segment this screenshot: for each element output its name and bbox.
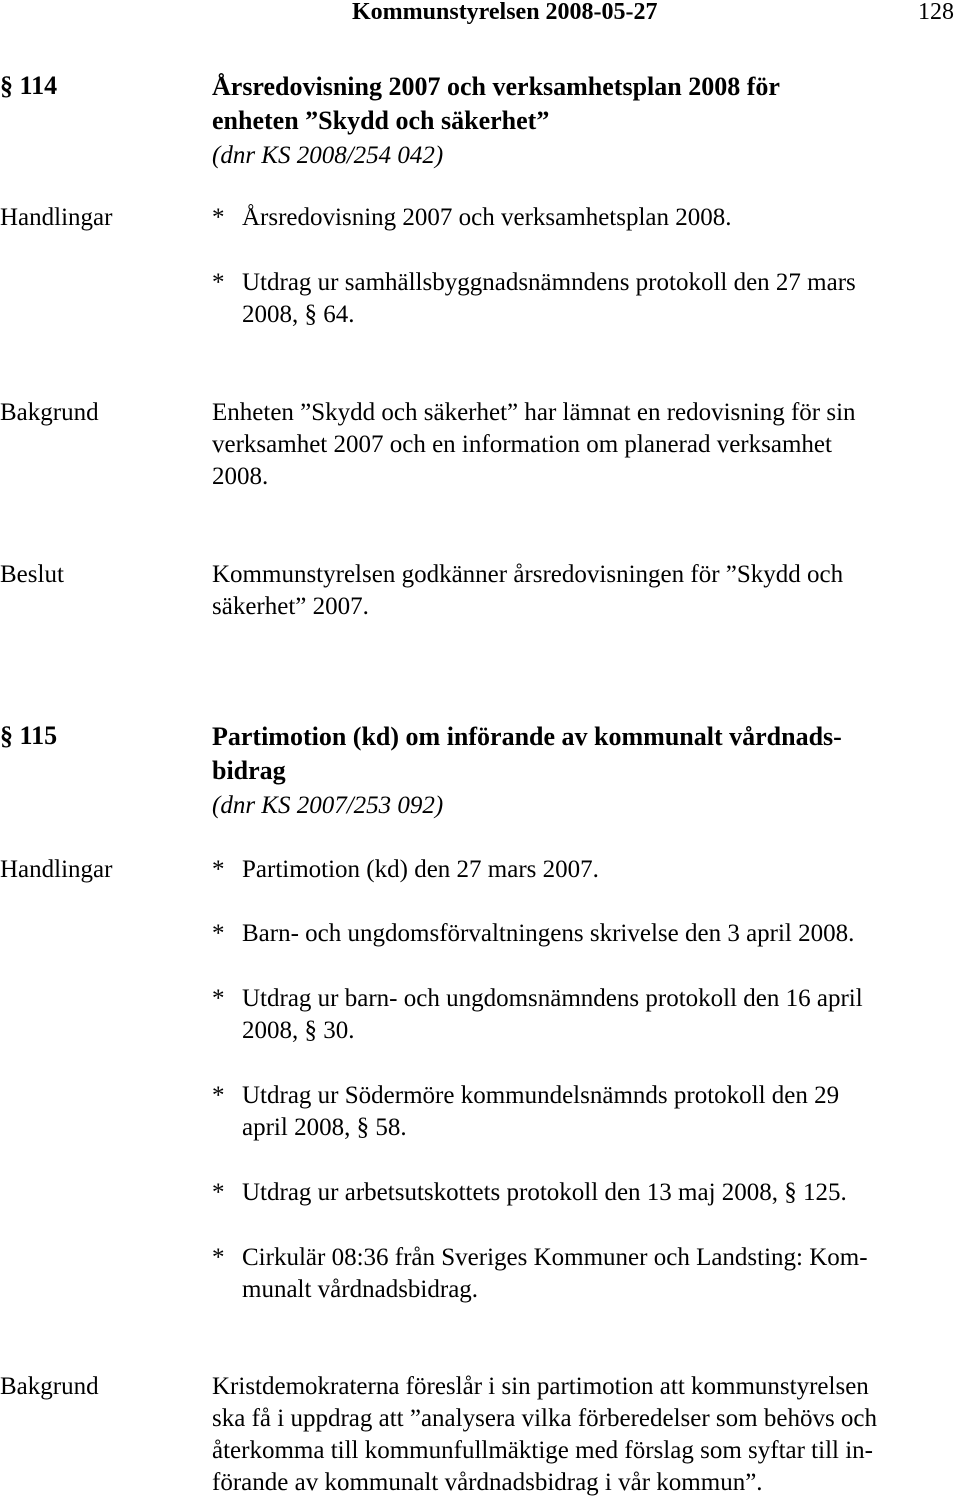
section-title-115 <box>212 720 952 788</box>
bullet: * <box>212 1244 225 1271</box>
list-item-line1: Barn- och ungdomsförvaltningens skrivelse den 3 april 2008. <box>242 920 855 947</box>
list-item-line1: Utdrag ur samhällsbyggnadsnämndens protokoll den 27 mars <box>242 269 856 296</box>
list-item-line2: 2008, § 64. <box>242 301 355 328</box>
paragraph-line: verksamhet 2007 och en information om planerad verksamhet <box>212 431 832 458</box>
bullet: * <box>212 1179 225 1206</box>
dnr-114: (dnr KS 2008/254 042) <box>212 142 444 169</box>
bullet: * <box>212 985 225 1012</box>
bullet: * <box>212 269 225 296</box>
list-item-line1: Cirkulär 08:36 från Sveriges Kommuner och Landsting: Kom- <box>242 1244 868 1271</box>
list-item-line1: Utdrag ur barn- och ungdomsnämndens protokoll den 16 april <box>242 985 863 1012</box>
paragraph-line: säkerhet” 2007. <box>212 593 369 620</box>
bakgrund-text-115 <box>212 1371 952 1499</box>
paragraph-line: Enheten ”Skydd och säkerhet” har lämnat en redovisning för sin <box>212 399 856 426</box>
section-title-114-line2: enheten ”Skydd och säkerhet” <box>212 106 550 135</box>
handlingar-label-115: Handlingar <box>0 856 113 883</box>
bakgrund-label-114: Bakgrund <box>0 399 99 426</box>
section-title-115-line2: bidrag <box>212 756 286 785</box>
paragraph-line: ska få i uppdrag att ”analysera vilka förberedelser som behövs och <box>212 1405 878 1432</box>
beslut-label-114: Beslut <box>0 561 64 588</box>
beslut-text-114 <box>212 559 952 623</box>
bakgrund-text-114 <box>212 397 952 493</box>
section-number-115: § 115 <box>0 721 58 750</box>
list-item-line2: munalt vårdnadsbidrag. <box>242 1276 479 1303</box>
paragraph-line: Kommunstyrelsen godkänner årsredovisningen för ”Skydd och <box>212 561 844 588</box>
bakgrund-label-115: Bakgrund <box>0 1373 99 1400</box>
section-title-114 <box>212 70 952 138</box>
list-item-line2: 2008, § 30. <box>242 1017 355 1044</box>
paragraph-line: förande av kommunalt vårdnadsbidrag i vår kommun”. <box>212 1469 763 1496</box>
list-item-line1: Utdrag ur Södermöre kommundelsnämnds protokoll den 29 <box>242 1082 840 1109</box>
list-item-line1: Utdrag ur arbetsutskottets protokoll den 13 maj 2008, § 125. <box>242 1179 847 1206</box>
bullet: * <box>212 1082 225 1109</box>
section-title-114-line1: Årsredovisning 2007 och verksamhetsplan 2008 för <box>212 72 780 101</box>
section-number-114: § 114 <box>0 71 58 100</box>
bullet: * <box>212 920 225 947</box>
section-title-115-line1: Partimotion (kd) om införande av kommunalt vårdnads- <box>212 722 842 751</box>
handlingar-label-114: Handlingar <box>0 204 113 231</box>
list-item-line1: Partimotion (kd) den 27 mars 2007. <box>242 856 599 883</box>
bullet: * <box>212 856 225 883</box>
paragraph-line: återkomma till kommunfullmäktige med förslag som syftar till in- <box>212 1437 873 1464</box>
list-item-line2: april 2008, § 58. <box>242 1114 407 1141</box>
paragraph-line: Kristdemokraterna föreslår i sin partimotion att kommunstyrelsen <box>212 1373 869 1400</box>
list-item-line1: Årsredovisning 2007 och verksamhetsplan 2008. <box>242 204 732 231</box>
page-number: 128 <box>918 0 954 25</box>
paragraph-line: 2008. <box>212 463 269 490</box>
page-header-title: Kommunstyrelsen 2008-05-27 <box>352 0 658 25</box>
dnr-115: (dnr KS 2007/253 092) <box>212 792 444 819</box>
bullet: * <box>212 204 225 231</box>
